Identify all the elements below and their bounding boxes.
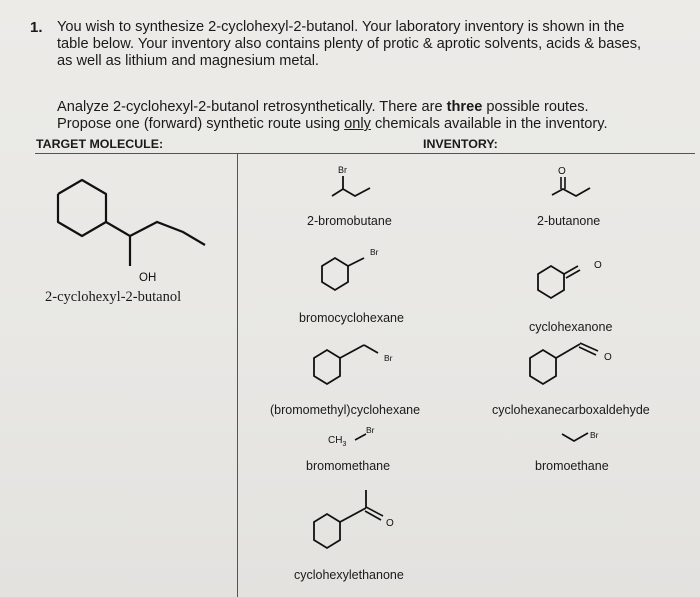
question-line [57, 99, 697, 116]
bromoethane-label: bromoethane [535, 459, 609, 473]
bromomethylcyclohexane-structure [310, 336, 400, 396]
2-butanone-structure [546, 160, 616, 210]
2-bromobutane-structure [320, 160, 390, 210]
svg-text:Br: Br [590, 430, 599, 440]
target-header: TARGET MOLECULE: [36, 137, 164, 151]
question-paragraph-2 [57, 99, 697, 133]
svg-text:Br: Br [366, 425, 375, 435]
bromocyclohexane-label: bromocyclohexane [299, 311, 404, 325]
bromomethane-label: bromomethane [306, 459, 391, 473]
header-rule [35, 153, 695, 154]
target-structure [35, 170, 215, 290]
question-line [57, 116, 697, 133]
emphasis-only: only [344, 116, 371, 132]
svg-text:O: O [558, 166, 566, 177]
target-name: 2-cyclohexyl-2-butanol [45, 289, 182, 305]
bromoethane-structure [560, 424, 620, 450]
svg-text:Br: Br [370, 247, 379, 257]
question-line: table below. Your inventory also contains plenty of protic & aprotic solvents, acids & bases, [57, 36, 642, 52]
cyclohexanone-label: cyclohexanone [529, 320, 613, 334]
cyclohexanecarboxaldehyde-structure [526, 334, 626, 394]
question-paragraph-1 [57, 19, 697, 70]
column-divider [237, 154, 238, 597]
svg-text:O: O [594, 260, 602, 271]
cyclohexylethanone-structure [310, 486, 400, 556]
svg-text:Br: Br [338, 165, 347, 175]
svg-text:O: O [386, 518, 394, 529]
text-span: chemicals available in the inventory. [370, 116, 608, 132]
svg-text:CH3: $CH_3$ [328, 435, 347, 448]
svg-text:Br: Br [384, 353, 393, 363]
bromocyclohexane-structure [318, 242, 398, 302]
2-bromobutane-label: 2-bromobutane [307, 214, 392, 228]
svg-text:O: O [604, 352, 612, 363]
text-span: Analyze 2-cyclohexyl-2-butanol retrosynthetically. There are [57, 99, 447, 115]
cyclohexanone-structure [534, 250, 614, 310]
text-span: Propose one (forward) synthetic route using [57, 116, 345, 132]
oh-label: OH [139, 272, 157, 284]
question-line: You wish to synthesize 2-cyclohexyl-2-butanol. Your laboratory inventory is shown in the [57, 19, 625, 35]
bromomethylcyclohexane-label: (bromomethyl)cyclohexane [270, 403, 421, 417]
question-line: as well as lithium and magnesium metal. [57, 53, 319, 69]
2-butanone-label: 2-butanone [537, 214, 601, 228]
cyclohexylethanone-label: cyclohexylethanone [294, 568, 404, 582]
text-span: possible routes. [482, 99, 589, 115]
inventory-header: INVENTORY: [423, 137, 498, 151]
question-number: 1. [30, 19, 43, 36]
cyclohexanecarboxaldehyde-label: cyclohexanecarboxaldehyde [492, 403, 650, 417]
emphasis-three: three [446, 99, 483, 115]
bromomethane-structure [328, 424, 388, 450]
